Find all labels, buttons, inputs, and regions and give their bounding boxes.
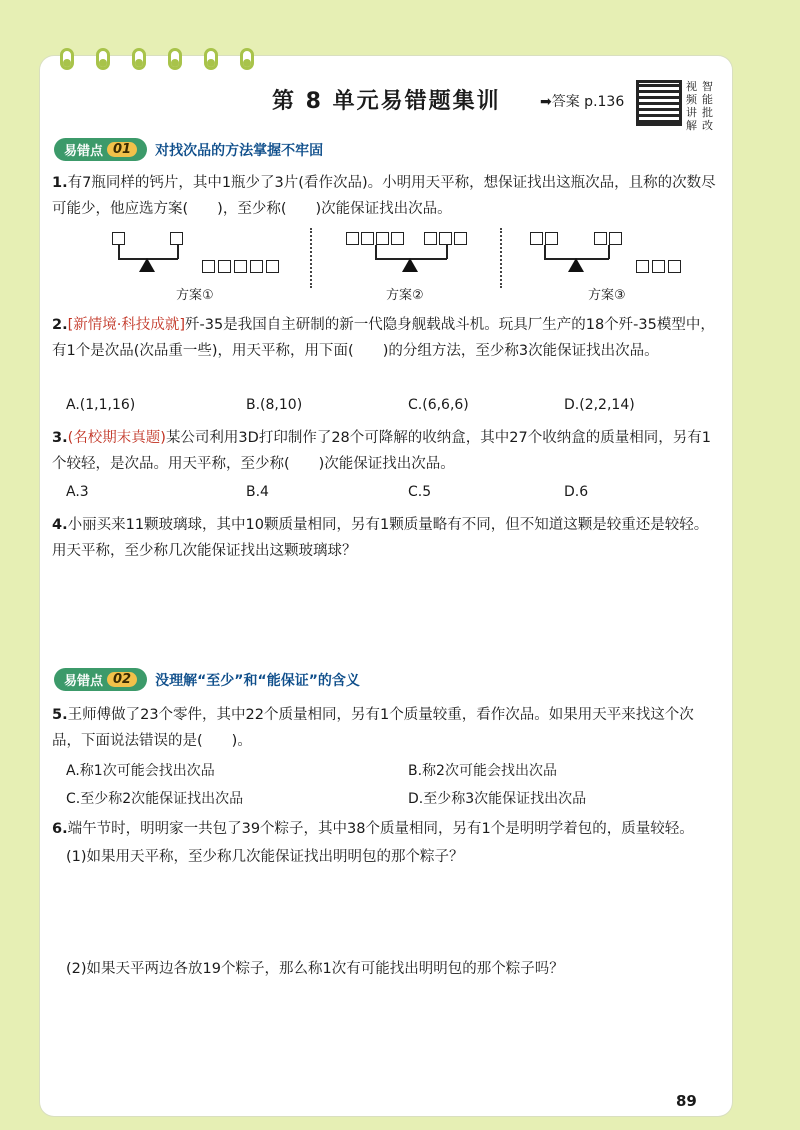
question-1: 1.有7瓶同样的钙片，其中1瓶少了3片(看作次品)。小明用天平称，想保证找出这瓶次品，且称的次数尽可能少，他应选方案( )，至少称( )次能保证找出次品。 [52,175,716,217]
option[interactable]: C.至少称2次能保证找出次品 [66,791,244,807]
option[interactable]: C.(6,6,6) [408,397,469,413]
option[interactable]: A.称1次可能会找出次品 [66,763,215,779]
ring-icon [240,48,254,70]
qr-code-icon[interactable] [636,80,682,126]
question-4: 4.小丽买来11颗玻璃球，其中10颗质量相同，另有1颗质量略有不同，但不知道这颗是较重还是较轻。用天平称，至少称几次能保证找出这颗玻璃球？ [52,517,709,559]
scheme-label: 方案③ [588,288,626,303]
error-point-badge: 易错点 02 [54,668,147,691]
question-6-part-2: (2)如果天平两边各放19个粽子，那么称1次有可能找出明明包的那个粽子吗？ [66,961,564,977]
option[interactable]: D.至少称3次能保证找出次品 [408,791,587,807]
ring-icon [168,48,182,70]
option[interactable]: A.3 [66,484,89,500]
page-title: 第 8 单元易错题集训 [272,89,501,114]
ring-icon [204,48,218,70]
question-5: 5.王师傅做了23个零件，其中22个质量相同，另有1个质量较重，看作次品。如果用天平来找这个次品，下面说法错误的是( )。 [52,707,694,749]
option[interactable]: A.(1,1,16) [66,397,136,413]
option[interactable]: B.(8,10) [246,397,303,413]
question-2: 2.[新情境·科技成就]歼-35是我国自主研制的新一代隐身舰载战斗机。玩具厂生产的18个歼-35模型中，有1个是次品(次品重一些)，用天平称，用下面( )的分组方法，至少称3次能保证找出次品。 [52,317,715,359]
scheme-label: 方案② [386,288,424,303]
section-header-02 [54,668,360,691]
ring-icon [132,48,146,70]
page-number: 89 [676,1092,697,1110]
option[interactable]: B.称2次可能会找出次品 [408,763,557,779]
option[interactable]: D.(2,2,14) [564,397,635,413]
error-point-badge: 易错点 01 [54,138,147,161]
binder-rings [60,48,254,70]
answer-reference: ➡答案 p.136 [540,94,625,110]
ring-icon [60,48,74,70]
scheme-label: 方案① [176,288,214,303]
qr-label: 视 智 频 能 讲 批 解 改 [686,80,713,132]
question-6-part-1: (1)如果用天平称，至少称几次能保证找出明明包的那个粽子？ [66,849,464,865]
section-title: 对找次品的方法掌握不牢固 [155,142,324,159]
question-3: 3.(名校期末真题)某公司利用3D打印制作了28个可降解的收纳盒，其中27个收纳盒的质量相同，另有1个较轻，是次品。用天平称，至少称( )次能保证找出次品。 [52,430,711,472]
option[interactable]: D.6 [564,484,589,500]
section-title: 没理解“至少”和“能保证”的含义 [155,672,360,689]
question-6: 6.端午节时，明明家一共包了39个粽子，其中38个质量相同，另有1个是明明学着包的，质量较轻。 [52,821,694,837]
option[interactable]: C.5 [408,484,432,500]
section-header-01 [54,138,323,161]
ring-icon [96,48,110,70]
option[interactable]: B.4 [246,484,269,500]
